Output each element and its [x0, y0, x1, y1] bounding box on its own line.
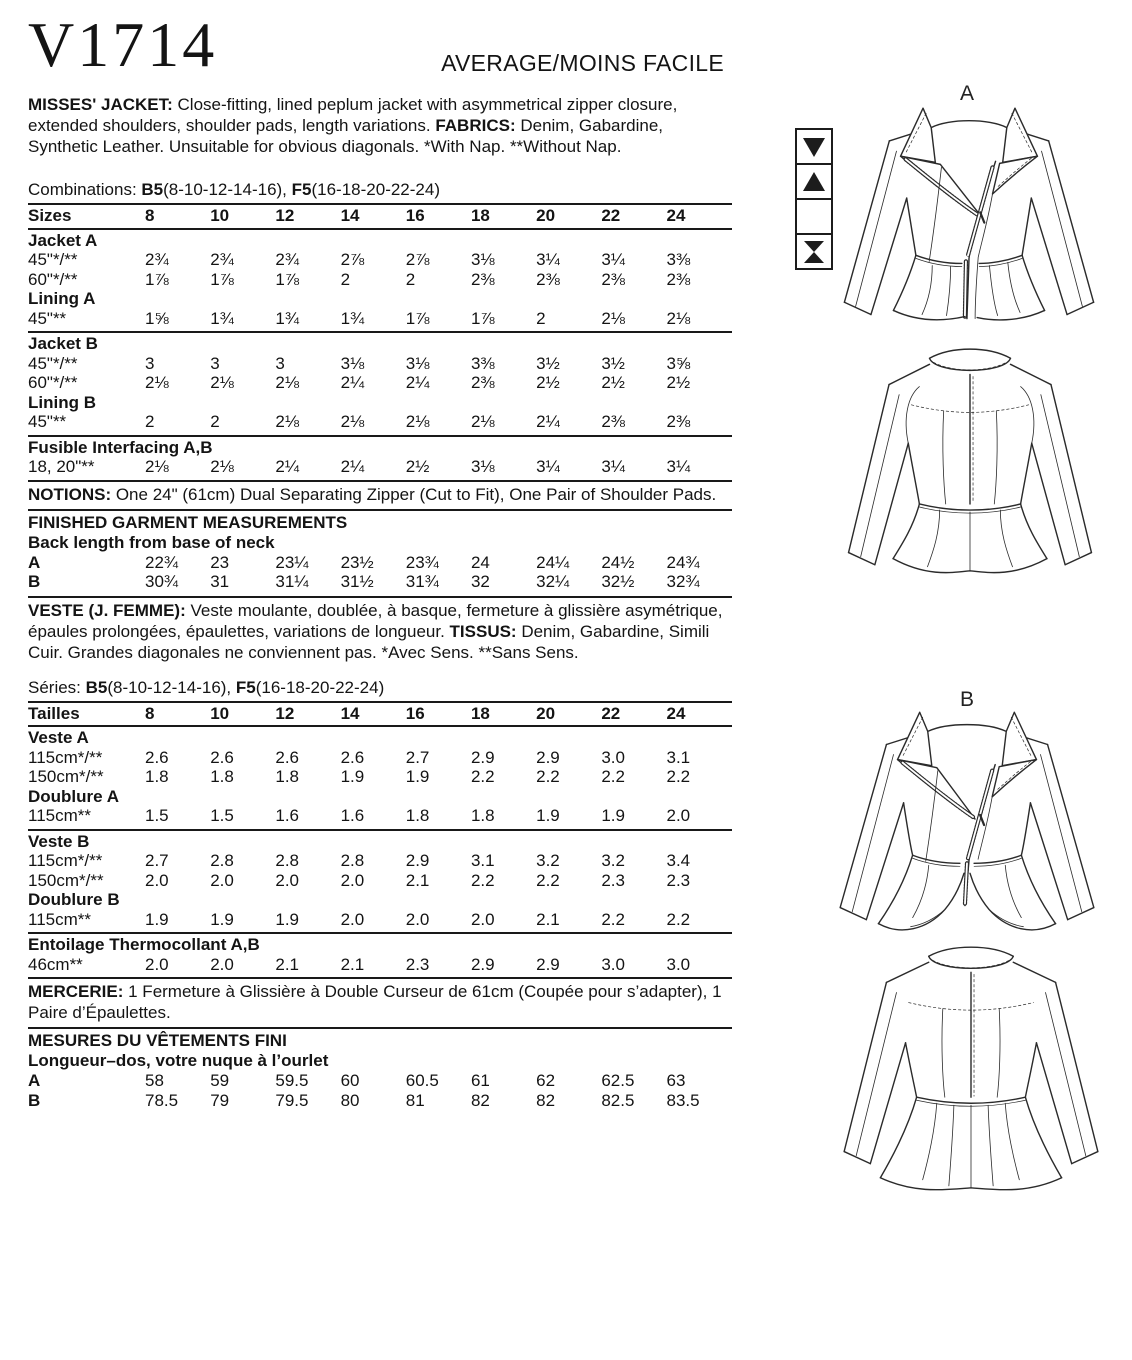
finished-measurements-subtitle: Back length from base of neck: [28, 532, 275, 552]
table-header-row: [28, 203, 732, 230]
table-section-title: Veste A: [28, 728, 89, 747]
table-cell: 1⅞: [145, 269, 169, 289]
table-cell: 2.8: [210, 851, 234, 870]
table-cell: 1.9: [536, 806, 560, 825]
combinations-line: [28, 179, 732, 200]
table-cell: 2: [340, 269, 351, 289]
table-section-title: Jacket A: [28, 230, 98, 250]
row-label: B: [28, 572, 41, 591]
table-cell: 2.8: [340, 851, 365, 870]
table-cell: 2.9: [470, 954, 495, 974]
table-cell: 2.7: [145, 851, 169, 870]
difficulty-label: AVERAGE/MOINS FACILE: [441, 50, 724, 76]
table-cell: 1.9: [405, 767, 430, 786]
table-cell: 3.0: [666, 954, 691, 974]
table-cell: 2.1: [275, 954, 300, 974]
table-cell: 12: [275, 703, 295, 723]
table-row: [28, 767, 732, 787]
masthead: [28, 9, 732, 94]
table-cell: 2⅛: [275, 412, 300, 431]
text-segment: TISSUS:: [449, 621, 517, 641]
view-a-label: A: [960, 82, 975, 105]
table-group: [28, 333, 732, 437]
table-cell: 3⅜: [470, 353, 495, 373]
table-cell: 3: [275, 353, 285, 373]
table-cell: 3½: [601, 353, 625, 373]
table-cell: 1⅞: [210, 269, 234, 289]
table-cell: 24¾: [666, 552, 700, 572]
french-description: [28, 598, 732, 663]
table-cell: 2¼: [340, 457, 365, 476]
table-row: [28, 250, 732, 270]
table-cell: 23¾: [405, 552, 439, 572]
text-segment: Denim, Gabardine, Synthetic Leather. Unsuitable for obvious diagonals. *With Nap. **Without Nap.: [28, 116, 664, 156]
table-cell: 2.8: [275, 851, 300, 870]
table-cell: 2.3: [666, 870, 691, 890]
table-cell: 3.1: [470, 851, 495, 870]
table-cell: 82: [536, 1090, 556, 1110]
row-label: 45"**: [28, 308, 67, 328]
table-cell: 3⅛: [470, 250, 495, 269]
table-group: [28, 437, 732, 482]
table-cell: 14: [340, 703, 360, 723]
row-label: 60"*/**: [28, 269, 78, 289]
table-cell: 1.8: [470, 806, 495, 825]
table-header-label: Tailles: [28, 703, 80, 723]
table-cell: 82.5: [601, 1090, 635, 1110]
jacket-a-front-illustration: [826, 100, 1112, 335]
table-cell: 23½: [340, 552, 374, 572]
table-cell: 2¾: [275, 250, 300, 269]
text-segment: Séries:: [28, 677, 86, 697]
table-cell: 24: [666, 703, 686, 723]
table-cell: 2: [405, 269, 416, 289]
table-cell: 2.9: [536, 747, 560, 767]
table-cell: 18: [470, 206, 490, 225]
table-cell: 24: [470, 552, 490, 572]
table-cell: 2¼: [536, 412, 560, 431]
table-cell: 2.2: [470, 767, 495, 786]
text-segment: Combinations:: [28, 180, 142, 199]
text-segment: MERCERIE:: [28, 982, 124, 1001]
table-cell: 1.8: [405, 806, 430, 825]
text-segment: VESTE (J. FEMME):: [28, 600, 186, 620]
table-cell: 2.0: [666, 806, 691, 825]
table-cell: 63: [666, 1071, 686, 1090]
table-cell: 31¾: [405, 572, 439, 591]
table-cell: 2.3: [405, 954, 430, 974]
table-cell: 31½: [340, 572, 374, 591]
table-cell: 2¼: [275, 457, 300, 476]
table-cell: 32½: [601, 572, 635, 591]
table-cell: 2.2: [536, 767, 560, 786]
table-cell: 2¾: [145, 250, 169, 269]
table-cell: 2.0: [405, 909, 430, 929]
table-cell: 31¼: [275, 572, 309, 591]
table-cell: 22: [601, 206, 621, 225]
table-cell: 2.2: [666, 767, 691, 786]
table-cell: 10: [210, 206, 230, 225]
table-cell: 1.6: [275, 806, 300, 825]
table-cell: 2.9: [536, 954, 560, 974]
table-cell: 2⅜: [536, 269, 560, 289]
table-cell: 81: [405, 1090, 425, 1110]
table-cell: 3⅛: [405, 353, 430, 373]
row-label: 150cm*/**: [28, 870, 104, 890]
row-label: 18, 20"**: [28, 457, 95, 476]
table-cell: 1¾: [275, 308, 300, 328]
table-cell: 2⅛: [145, 457, 169, 476]
table-cell: 2¼: [340, 373, 365, 392]
mesures-subtitle: Longueur–dos, votre nuque à l’ourlet: [28, 1051, 329, 1070]
table-cell: 62.5: [601, 1071, 635, 1090]
table-cell: 2.0: [210, 954, 234, 974]
table-cell: 23: [210, 552, 230, 572]
table-cell: 2.2: [601, 909, 625, 929]
table-cell: 61: [470, 1071, 490, 1090]
row-label: 60"*/**: [28, 373, 78, 392]
table-cell: 3¼: [536, 250, 560, 269]
table-cell: 1.9: [145, 909, 169, 929]
row-label: 45"**: [28, 412, 67, 431]
table-cell: 2.1: [340, 954, 365, 974]
table-row: [28, 457, 732, 477]
table-header-row: [28, 701, 732, 728]
table-cell: 22¾: [145, 552, 179, 572]
table-row: [28, 851, 732, 871]
table-cell: 2.0: [145, 954, 169, 974]
text-segment: Close-fitting, lined peplum jacket with asymmetrical zipper closure, extended shoulders, shoulder pads, length variations.: [28, 95, 678, 135]
text-segment: B5: [85, 677, 108, 697]
table-cell: 3¼: [666, 457, 691, 476]
table-cell: 31: [210, 572, 230, 591]
table-cell: 79: [210, 1090, 230, 1110]
row-label: A: [28, 1071, 41, 1090]
table-row: [28, 910, 732, 930]
pattern-number: V1714: [28, 9, 218, 80]
text-segment: MISSES' JACKET:: [28, 95, 173, 114]
table-row: [28, 1071, 732, 1091]
table-cell: 1⅞: [470, 308, 495, 328]
table-cell: 1.9: [275, 909, 300, 929]
series-line: [28, 677, 732, 698]
table-cell: 2.0: [340, 870, 365, 890]
table-section-title: Entoilage Thermocollant A,B: [28, 935, 260, 954]
table-cell: 2.2: [666, 909, 691, 929]
table-cell: 62: [536, 1071, 556, 1090]
row-label: 45"*/**: [28, 353, 78, 373]
table-cell: 1.9: [601, 806, 625, 825]
table-cell: 78.5: [145, 1090, 179, 1110]
table-cell: 2⅛: [145, 373, 169, 392]
metric-yardage-table: [28, 701, 732, 980]
table-cell: 59: [210, 1071, 230, 1090]
table-cell: 60: [340, 1071, 360, 1090]
table-cell: 3⅛: [470, 457, 495, 476]
table-row: [28, 270, 732, 290]
row-label: B: [28, 1090, 41, 1110]
jacket-a-back-illustration: [830, 338, 1110, 589]
table-cell: 2⅞: [340, 250, 365, 269]
table-section-title: Jacket B: [28, 334, 98, 353]
notions-paragraph: [28, 482, 732, 511]
table-cell: 2.0: [210, 870, 234, 890]
table-cell: 14: [340, 206, 360, 225]
table-cell: 32: [470, 572, 490, 591]
table-header-label: Sizes: [28, 206, 72, 225]
table-cell: 1.9: [210, 909, 234, 929]
table-row: [28, 748, 732, 768]
table-cell: 3: [145, 353, 155, 373]
text-segment: (16-18-20-22-24): [255, 677, 385, 697]
table-cell: 22: [601, 703, 621, 723]
table-cell: 20: [536, 206, 556, 225]
table-cell: 2⅜: [601, 269, 625, 289]
table-section-title: Fusible Interfacing A,B: [28, 437, 213, 457]
text-segment: F5: [291, 180, 312, 199]
table-cell: 2⅛: [275, 373, 300, 392]
table-cell: 10: [210, 703, 230, 723]
table-row: [28, 412, 732, 432]
table-cell: 2.6: [210, 747, 234, 767]
table-cell: 2⅛: [470, 412, 495, 431]
table-cell: 3¼: [601, 250, 625, 269]
row-label: 115cm**: [28, 806, 91, 825]
table-section-title: Doublure A: [28, 786, 119, 806]
table-cell: 2.2: [601, 767, 625, 786]
text-segment: F5: [235, 677, 256, 697]
table-row: [28, 1091, 732, 1111]
table-group: [28, 727, 732, 831]
table-group: [28, 230, 732, 334]
table-cell: 3⅛: [340, 353, 365, 373]
view-b-label: B: [960, 688, 975, 711]
table-cell: 3⅝: [666, 353, 691, 373]
table-cell: 2⅛: [340, 412, 365, 431]
mesures-title: MESURES DU VÊTEMENTS FINI: [28, 1031, 287, 1050]
table-cell: 3½: [536, 353, 560, 373]
table-cell: 2: [145, 412, 155, 431]
row-label: 115cm**: [28, 909, 91, 929]
table-cell: 2.6: [145, 747, 169, 767]
table-cell: 1.5: [210, 806, 234, 825]
row-label: 45"*/**: [28, 250, 78, 269]
table-cell: 1.8: [145, 767, 169, 786]
table-cell: 79.5: [275, 1090, 309, 1110]
table-cell: 2½: [536, 373, 560, 392]
text-segment: Denim, Gabardine, Simili Cuir. Grandes diagonales ne conviennent pas. *Avec Sens. **Sans Sens.: [28, 621, 710, 662]
table-cell: 2.0: [470, 909, 495, 929]
text-column: [28, 9, 732, 1110]
table-cell: 2.7: [405, 747, 430, 767]
table-cell: 3.2: [536, 851, 560, 870]
table-cell: 2: [210, 412, 220, 431]
table-cell: 16: [405, 206, 425, 225]
row-label: 115cm*/**: [28, 851, 103, 870]
text-segment: One 24" (61cm) Dual Separating Zipper (Cut to Fit), One Pair of Shoulder Pads.: [111, 484, 717, 504]
table-cell: 12: [275, 206, 295, 225]
table-cell: 2½: [405, 457, 430, 476]
table-cell: 2.9: [470, 747, 495, 767]
table-cell: 2: [536, 308, 546, 328]
table-cell: 2.0: [145, 870, 169, 890]
table-cell: 2.1: [536, 909, 560, 929]
table-cell: 1.5: [145, 806, 169, 825]
text-segment: NOTIONS:: [28, 484, 112, 504]
table-cell: 83.5: [666, 1090, 700, 1110]
row-label: A: [28, 552, 41, 572]
table-cell: 2⅛: [210, 373, 234, 392]
table-cell: 2.2: [536, 870, 560, 890]
table-cell: 32¾: [666, 572, 700, 591]
table-cell: 3¼: [536, 457, 560, 476]
table-cell: 2½: [666, 373, 691, 392]
table-cell: 3¼: [601, 457, 625, 476]
table-cell: 2⅛: [601, 308, 625, 328]
table-row: [28, 309, 732, 329]
text-segment: 1 Fermeture à Glissière à Double Curseur de 61cm (Coupée pour s’adapter), 1 Paire d’Épaulettes.: [28, 982, 722, 1022]
table-group: [28, 934, 732, 979]
row-label: 115cm*/**: [28, 747, 103, 767]
table-cell: 2.9: [405, 851, 430, 870]
finished-measurements-title: FINISHED GARMENT MEASUREMENTS: [28, 512, 348, 532]
jacket-b-back-illustration: [824, 938, 1118, 1196]
table-cell: 1⅝: [145, 308, 169, 328]
table-cell: 18: [470, 703, 490, 723]
table-cell: 1.9: [340, 767, 365, 786]
table-row: [28, 354, 732, 374]
table-cell: 2½: [601, 373, 625, 392]
table-cell: 2.6: [340, 747, 365, 767]
table-cell: 2⅛: [666, 308, 691, 328]
table-cell: 2⅛: [405, 412, 430, 431]
text-segment: (8-10-12-14-16),: [107, 677, 236, 697]
imperial-yardage-table: [28, 203, 732, 482]
table-cell: 8: [145, 703, 155, 723]
table-row: [28, 871, 732, 891]
table-cell: 82: [470, 1090, 490, 1110]
table-cell: 59.5: [275, 1071, 309, 1090]
table-cell: 2.0: [275, 870, 300, 890]
table-cell: 24¼: [536, 552, 570, 572]
table-section-title: Lining A: [28, 289, 96, 308]
table-cell: 2¼: [405, 373, 430, 392]
table-cell: 60.5: [405, 1071, 439, 1090]
table-cell: 58: [145, 1071, 164, 1090]
table-row: [28, 373, 732, 393]
table-section-title: Lining B: [28, 392, 96, 412]
mercerie-paragraph: [28, 979, 732, 1029]
table-section-title: Veste B: [28, 831, 90, 851]
table-cell: 1¾: [210, 308, 234, 328]
table-cell: 2.3: [601, 870, 625, 890]
text-segment: FABRICS:: [435, 116, 516, 135]
table-cell: 3.4: [666, 851, 691, 870]
table-cell: 2.1: [405, 870, 430, 890]
table-cell: 1.8: [275, 767, 300, 786]
table-cell: 2⅜: [666, 269, 691, 289]
table-cell: 3.1: [666, 747, 691, 767]
row-label: 150cm*/**: [28, 767, 104, 786]
table-cell: 80: [340, 1090, 360, 1110]
table-cell: 2⅜: [470, 373, 495, 392]
table-cell: 2.2: [470, 870, 495, 890]
table-cell: 32¼: [536, 572, 570, 591]
table-row: [28, 572, 732, 592]
table-row: [28, 955, 732, 975]
english-description: [28, 94, 732, 157]
table-cell: 2.0: [340, 909, 365, 929]
table-cell: 2⅞: [405, 250, 430, 269]
table-cell: 24½: [601, 552, 635, 572]
row-label: 46cm**: [28, 954, 83, 974]
table-cell: 1⅞: [275, 269, 300, 289]
jacket-b-front-illustration: [816, 702, 1118, 940]
table-cell: 16: [405, 703, 425, 723]
table-cell: 2⅜: [601, 412, 625, 431]
text-segment: B5: [141, 180, 164, 199]
table-cell: 3: [210, 353, 220, 373]
table-cell: 1.8: [210, 767, 234, 786]
table-cell: 3.0: [601, 954, 625, 974]
table-cell: 1⅞: [405, 308, 430, 328]
table-row: [28, 806, 732, 826]
table-cell: 1.6: [340, 806, 365, 825]
table-cell: 30¾: [145, 572, 179, 591]
table-cell: 2⅛: [210, 457, 234, 476]
table-cell: 8: [145, 206, 155, 225]
table-cell: 2⅜: [470, 269, 495, 289]
table-cell: 2⅜: [666, 412, 691, 431]
table-cell: 2.6: [275, 747, 300, 767]
mesures-block: [28, 1029, 732, 1110]
table-cell: 3.2: [601, 851, 625, 870]
table-group: [28, 831, 732, 935]
finished-measurements-block: [28, 511, 732, 598]
table-cell: 23¼: [275, 552, 309, 572]
table-cell: 24: [666, 206, 686, 225]
table-cell: 20: [536, 703, 556, 723]
table-cell: 2¾: [210, 250, 234, 269]
table-section-title: Doublure B: [28, 890, 120, 909]
table-cell: 3.0: [601, 747, 625, 767]
text-segment: (16-18-20-22-24): [311, 180, 440, 199]
table-cell: 1¾: [340, 308, 365, 328]
table-row: [28, 553, 732, 573]
table-cell: 3⅜: [666, 250, 691, 269]
text-segment: Veste moulante, doublée, à basque, fermeture à glissière asymétrique, épaules prolongées, épaulettes, variations de longueur.: [28, 600, 723, 641]
text-segment: (8-10-12-14-16),: [163, 180, 292, 199]
